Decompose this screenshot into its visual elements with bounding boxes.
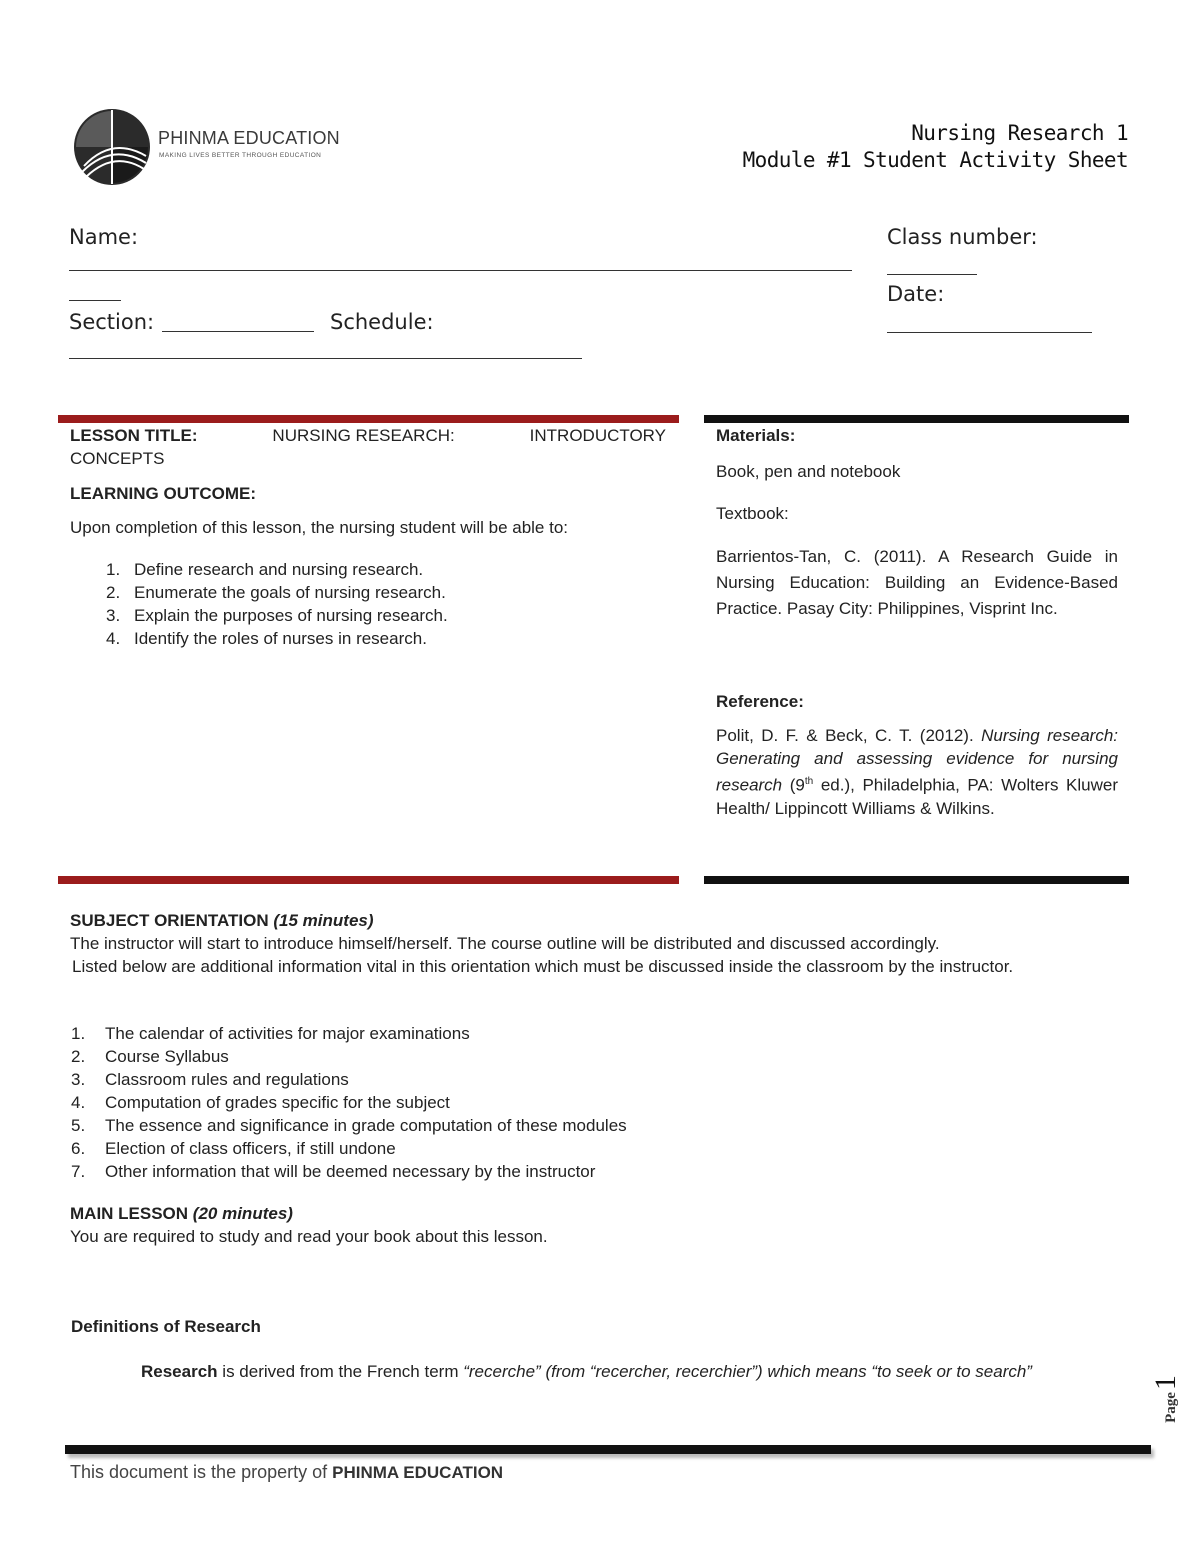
name-label: Name: <box>69 225 139 249</box>
class-number-field-line[interactable] <box>887 258 977 275</box>
subject-orientation-heading: SUBJECT ORIENTATION (15 minutes) <box>70 911 374 930</box>
section-label: Section: <box>69 310 155 334</box>
logo-wordmark: PHINMA EDUCATION <box>158 128 340 148</box>
left-bottom-divider <box>58 876 679 884</box>
logo-tagline: MAKING LIVES BETTER THROUGH EDUCATION <box>159 152 322 159</box>
definitions-heading: Definitions of Research <box>71 1317 261 1336</box>
learning-outcome-list <box>106 558 448 650</box>
materials-items: Book, pen and notebook <box>716 462 901 481</box>
main-lesson-heading: MAIN LESSON (20 minutes) <box>70 1204 293 1223</box>
orientation-list <box>71 1022 627 1183</box>
list-item: 1. The calendar of activities for major examinations <box>71 1024 470 1043</box>
lesson-title-text-2: INTRODUCTORY <box>529 426 666 445</box>
section-field-line[interactable] <box>162 315 314 332</box>
list-item: 2. Course Syllabus <box>71 1047 229 1066</box>
list-item: 3. Classroom rules and regulations <box>71 1070 349 1089</box>
course-title: Nursing Research 1 <box>911 121 1128 145</box>
textbook-label: Textbook: <box>716 504 789 523</box>
class-number-label: Class number: <box>887 225 1038 249</box>
list-item: 6. Election of class officers, if still undone <box>71 1139 396 1158</box>
textbook-citation: Barrientos-Tan, C. (2011). A Research Guide in Nursing Education: Building an Evidence-Based Practice. Pasay City: Philippines, Visprint Inc. <box>716 547 1118 618</box>
main-lesson-text: You are required to study and read your book about this lesson. <box>70 1227 548 1246</box>
right-top-divider <box>704 415 1129 423</box>
date-field-line[interactable] <box>887 316 1092 333</box>
footer-property-note: This document is the property of PHINMA EDUCATION <box>70 1462 504 1482</box>
lesson-title-text-3: CONCEPTS <box>70 449 165 468</box>
page-number: Page1 <box>1148 1375 1182 1423</box>
lesson-title-text-1: NURSING RESEARCH: <box>272 426 455 445</box>
name-field-line-continued[interactable] <box>69 284 121 301</box>
phinma-emblem-icon <box>72 106 152 188</box>
learning-outcome-intro: Upon completion of this lesson, the nursing student will be able to: <box>70 518 569 537</box>
list-item: 5. The essence and significance in grade computation of these modules <box>71 1116 627 1135</box>
right-bottom-divider <box>704 876 1129 884</box>
footer-divider <box>65 1445 1151 1454</box>
schedule-label: Schedule: <box>330 310 434 334</box>
date-label: Date: <box>887 282 945 306</box>
materials-label: Materials: <box>716 426 796 445</box>
lesson-title-label: LESSON TITLE: <box>70 426 198 445</box>
phinma-logo <box>72 106 340 188</box>
module-title: Module #1 Student Activity Sheet <box>742 148 1128 172</box>
list-item: 4. Identify the roles of nurses in research. <box>106 629 427 648</box>
reference-citation: Polit, D. F. & Beck, C. T. (2012). Nursing research: Generating and assessing evidence for nursing research (9th ed.), Philadelphia, PA: Wolters Kluwer Health/ Lippincott Williams & Wilkins. <box>716 726 1118 818</box>
list-item: 3. Explain the purposes of nursing research. <box>106 606 448 625</box>
list-item: 4. Computation of grades specific for the subject <box>71 1093 450 1112</box>
list-item: 7. Other information that will be deemed necessary by the instructor <box>71 1162 596 1181</box>
learning-outcome-label: LEARNING OUTCOME: <box>70 484 257 503</box>
list-item: 2. Enumerate the goals of nursing research. <box>106 583 446 602</box>
lesson-title <box>70 424 666 470</box>
research-definition: Research is derived from the French term “recerche” (from “recercher, recerchier”) which means “to seek or to search” <box>141 1362 1032 1381</box>
left-top-divider <box>58 415 679 423</box>
list-item: 1. Define research and nursing research. <box>106 560 424 579</box>
name-field-line[interactable] <box>69 254 852 271</box>
schedule-field-line[interactable] <box>69 342 582 359</box>
reference-label: Reference: <box>716 692 804 711</box>
orientation-description: The instructor will start to introduce himself/herself. The course outline will be distributed and discussed accordingly. Listed below are additional information vital in this orientation which must be discussed inside the classroom by the instructor. <box>70 934 1014 976</box>
